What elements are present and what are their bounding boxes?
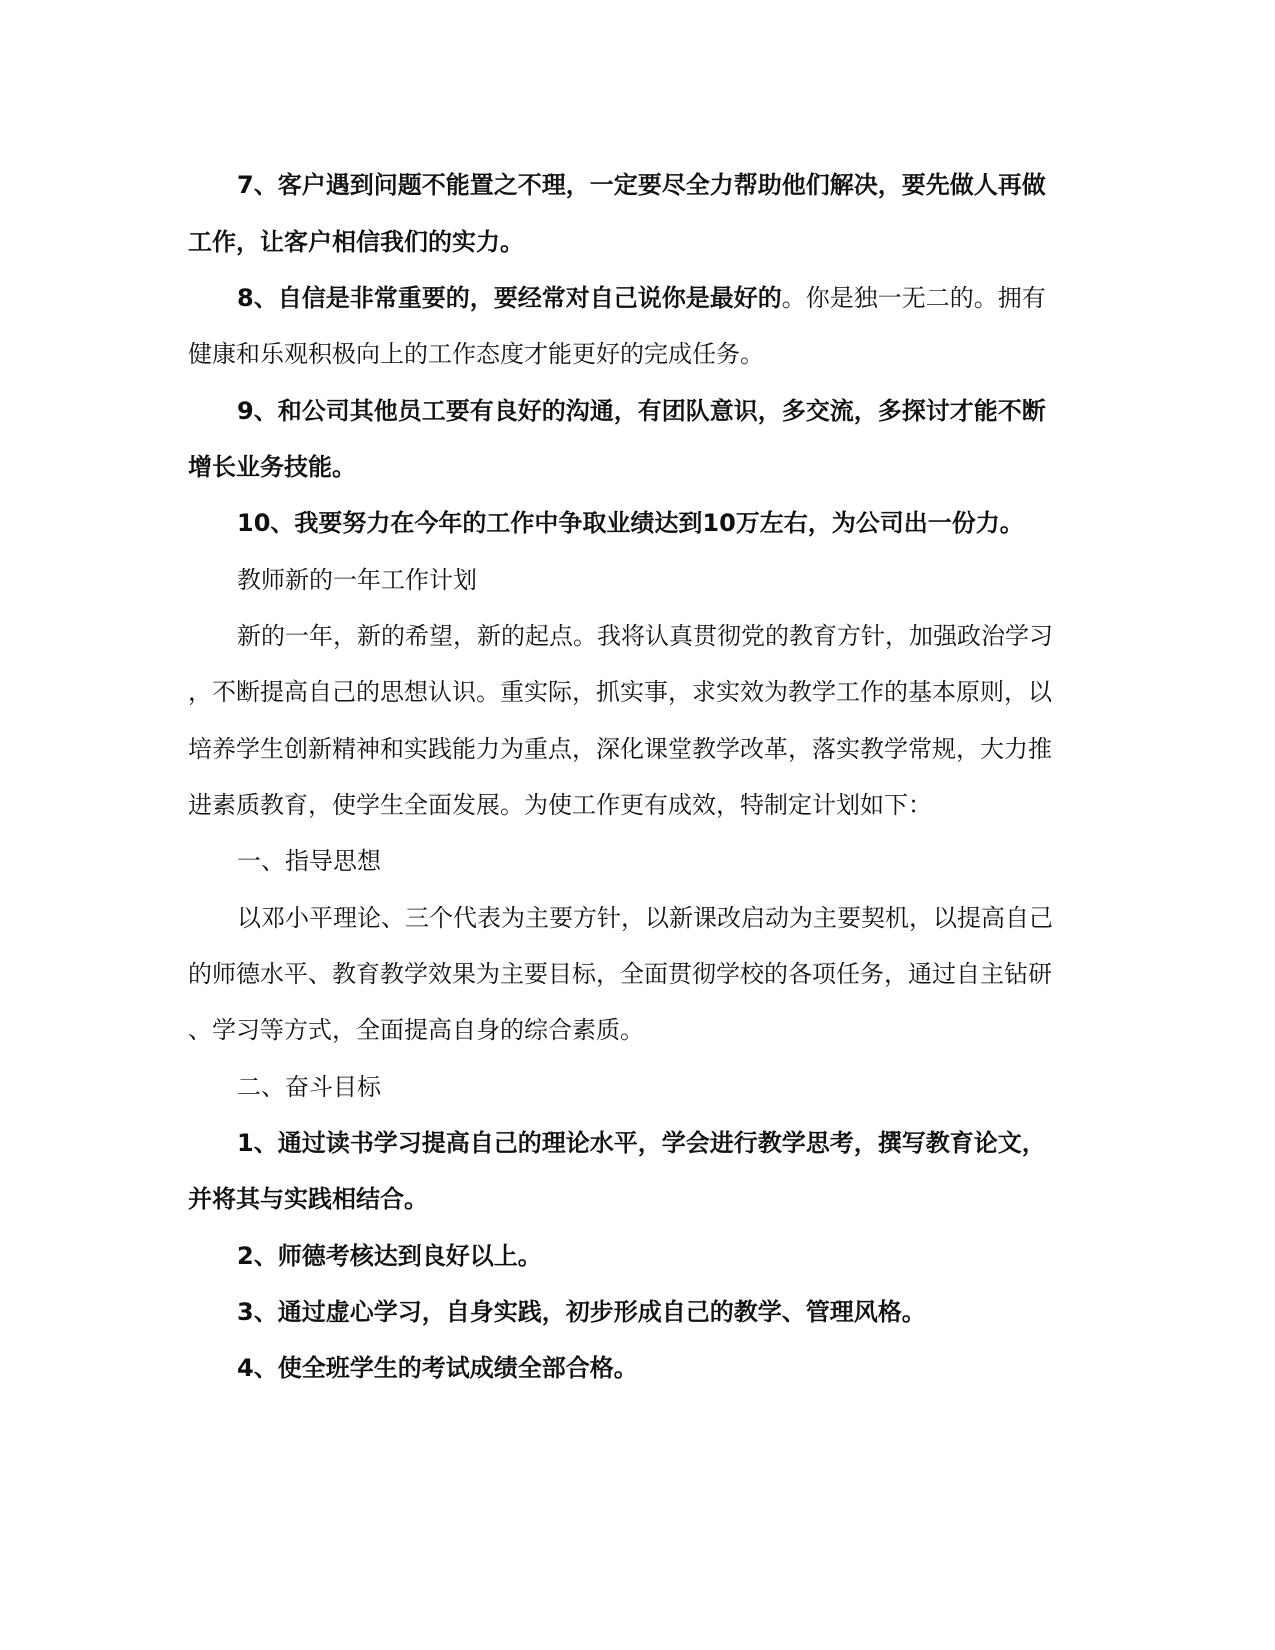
paragraph-line: 新的一年，新的希望，新的起点。我将认真贯彻党的教育方针，加强政治学习 (237, 622, 1053, 650)
normal-text: 。你是独一无二的。拥有 (781, 284, 1046, 312)
bold-text: 8、自信是非常重要的，要经常对自己说你是最好的 (237, 284, 782, 312)
paragraph-line: 7、客户遇到问题不能置之不理，一定要尽全力帮助他们解决，要先做人再做 (237, 171, 1046, 199)
paragraph-line: 9、和公司其他员工要有良好的沟通，有团队意识，多交流，多探讨才能不断 (237, 397, 1046, 425)
paragraph-line: 以邓小平理论、三个代表为主要方针，以新课改启动为主要契机，以提高自己 (237, 904, 1053, 932)
section-heading: 二、奋斗目标 (237, 1073, 381, 1101)
paragraph-line: 增长业务技能。 (188, 453, 356, 481)
section-title: 教师新的一年工作计划 (237, 566, 477, 594)
paragraph-line: 健康和乐观积极向上的工作态度才能更好的完成任务。 (188, 340, 764, 368)
paragraph-line: ，不断提高自己的思想认识。重实际，抓实事，求实效为教学工作的基本原则，以 (188, 678, 1052, 706)
paragraph-line: 3、通过虚心学习，自身实践，初步形成自己的教学、管理风格。 (237, 1298, 926, 1326)
paragraph-line: 培养学生创新精神和实践能力为重点，深化课堂教学改革，落实教学常规，大力推 (188, 735, 1052, 763)
paragraph-line: 1、通过读书学习提高自己的理论水平，学会进行教学思考，撰写教育论文， (237, 1129, 1046, 1157)
paragraph-line: 2、师德考核达到良好以上。 (237, 1242, 542, 1270)
paragraph-line: 并将其与实践相结合。 (188, 1185, 428, 1213)
paragraph-line: 10、我要努力在今年的工作中争取业绩达到10万左右，为公司出一份力。 (237, 509, 1024, 537)
paragraph-line: 工作，让客户相信我们的实力。 (188, 228, 524, 256)
section-heading: 一、指导思想 (237, 847, 381, 875)
paragraph-line: 、学习等方式，全面提高自身的综合素质。 (188, 1016, 644, 1044)
paragraph-line: 进素质教育，使学生全面发展。为使工作更有成效，特制定计划如下： (188, 791, 932, 819)
paragraph-line: 的师德水平、教育教学效果为主要目标，全面贯彻学校的各项任务，通过自主钻研 (188, 960, 1052, 988)
paragraph-line: 4、使全班学生的考试成绩全部合格。 (237, 1354, 638, 1382)
paragraph-line (237, 283, 1046, 313)
